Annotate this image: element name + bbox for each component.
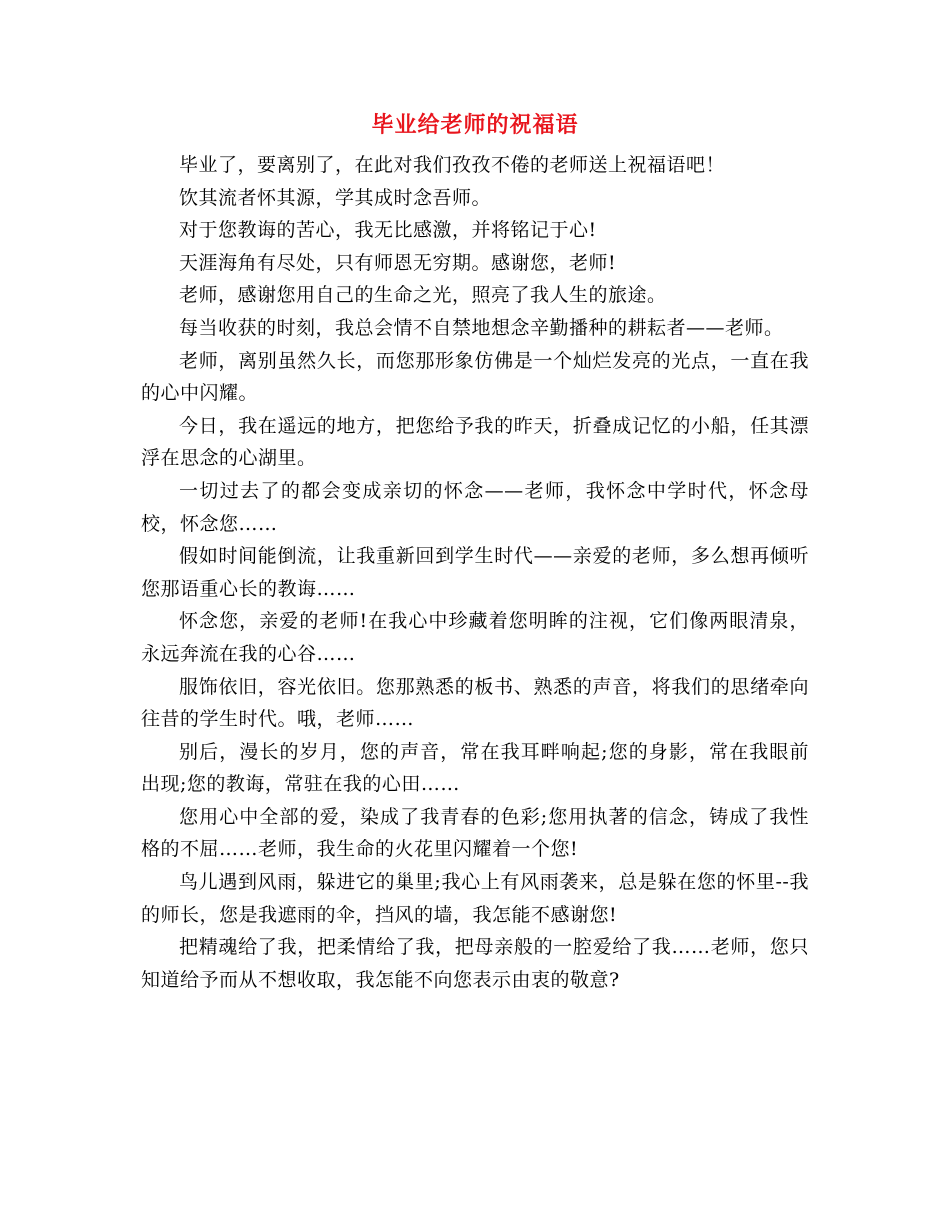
paragraph: 老师，离别虽然久长，而您那形象仿佛是一个灿烂发亮的光点，一直在我的心中闪耀。 <box>141 349 809 405</box>
paragraph: 饮其流者怀其源，学其成时念吾师。 <box>179 186 492 209</box>
document-title: 毕业给老师的祝福语 <box>371 112 579 138</box>
paragraph: 一切过去了的都会变成亲切的怀念——老师，我怀念中学时代，怀念母校，怀念您…… <box>141 479 809 535</box>
paragraph: 毕业了，要离别了，在此对我们孜孜不倦的老师送上祝福语吧！ <box>179 154 726 176</box>
paragraph: 假如时间能倒流，让我重新回到学生时代——亲爱的老师，多么想再倾听您那语重心长的教诲…… <box>141 545 809 600</box>
paragraph: 每当收获的时刻，我总会情不自禁地想念辛勤播种的耕耘者——老师。 <box>179 316 784 339</box>
paragraph: 天涯海角有尽处，只有师恩无穷期。感谢您，老师! <box>179 251 617 274</box>
paragraph: 怀念您，亲爱的老师!在我心中珍藏着您明眸的注视，它们像两眼清泉，永远奔流在我的心谷…… <box>141 610 809 665</box>
paragraph: 服饰依旧，容光依旧。您那熟悉的板书、熟悉的声音，将我们的思绪牵向往昔的学生时代。哦，老师…… <box>141 675 809 731</box>
paragraph: 您用心中全部的爱，染成了我青春的色彩;您用执著的信念，铸成了我性格的不屈……老师，我生命的火花里闪耀着一个您! <box>141 805 809 861</box>
paragraph: 鸟儿遇到风雨，躲进它的巢里;我心上有风雨袭来，总是躲在您的怀里--我的师长，您是我遮雨的伞，挡风的墙，我怎能不感谢您! <box>141 871 809 926</box>
document-body <box>141 149 809 996</box>
paragraph: 把精魂给了我，把柔情给了我，把母亲般的一腔爱给了我……老师，您只知道给予而从不想收取，我怎能不向您表示由衷的敬意? <box>141 936 809 991</box>
paragraph: 老师，感谢您用自己的生命之光，照亮了我人生的旅途。 <box>179 284 667 307</box>
paragraph: 对于您教诲的苦心，我无比感激，并将铭记于心! <box>179 219 597 242</box>
paragraph: 别后，漫长的岁月，您的声音，常在我耳畔响起;您的身影，常在我眼前出现;您的教诲，常驻在我的心田…… <box>141 740 809 796</box>
paragraph: 今日，我在遥远的地方，把您给予我的昨天，折叠成记忆的小船，任其漂浮在思念的心湖里。 <box>141 414 809 470</box>
